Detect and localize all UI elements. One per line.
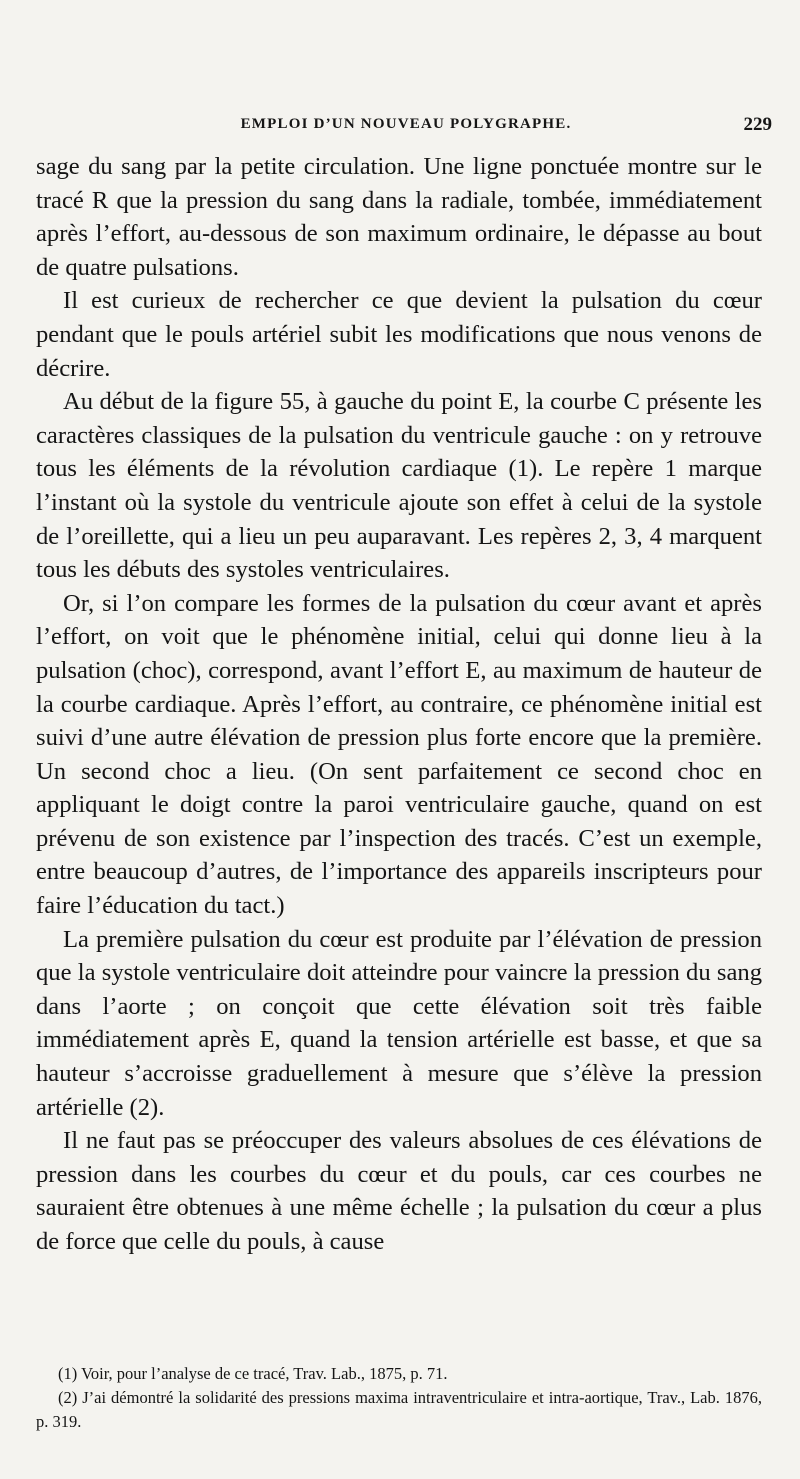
body-text: [36, 150, 762, 1259]
footnotes: [36, 1362, 762, 1434]
paragraph: Or, si l’on compare les formes de la pulsation du cœur avant et après l’effort, on voit que le phénomène initial, celui qui donne lieu à la pulsation (choc), correspond, avant l’effort E, au maximum de hauteur de la courbe cardiaque. Après l’effort, au contraire, ce phénomène initial est suivi d’une autre élévation de pression plus forte encore que la première. Un second choc a lieu. (On sent parfaitement ce second choc en appliquant le doigt contre la paroi ventriculaire gauche, quand on est prévenu de son existence par l’inspection des tracés. C’est un exemple, entre beaucoup d’autres, de l’importance des appareils inscripteurs pour faire l’éducation du tact.): [36, 589, 762, 920]
footnote: (1) Voir, pour l’analyse de ce tracé, Trav. Lab., 1875, p. 71.: [58, 1364, 448, 1383]
page-number: 229: [743, 114, 772, 135]
paragraph: La première pulsation du cœur est produite par l’élévation de pression que la systole ventriculaire doit atteindre pour vaincre la pression du sang dans l’aorte ; on conçoit que cette élévation soit très faible immédiatement après E, quand la tension artérielle est basse, et que sa hauteur s’accroisse graduellement à mesure que s’élève la pression artérielle (2).: [36, 925, 762, 1121]
running-title: EMPLOI D’UN NOUVEAU POLYGRAPHE.: [240, 116, 572, 132]
footnote: (2) J’ai démontré la solidarité des pressions maxima intraventriculaire et intra-aortique, Trav., Lab. 1876, p. 319.: [36, 1388, 762, 1431]
paragraph: Au début de la figure 55, à gauche du point E, la courbe C présente les caractères classiques de la pulsation du ventricule gauche : on y retrouve tous les éléments de la révolution cardiaque (1). Le repère 1 marque l’instant où la systole du ventricule ajoute son effet à celui de la systole de l’oreillette, qui a lieu un peu auparavant. Les repères 2, 3, 4 marquent tous les débuts des systoles ventriculaires.: [36, 388, 762, 584]
paragraph: Il est curieux de rechercher ce que devient la pulsation du cœur pendant que le pouls artériel subit les modifications que nous venons de décrire.: [36, 287, 762, 382]
paragraph-continuation: sage du sang par la petite circulation. Une ligne ponctuée montre sur le tracé R que la pression du sang dans la radiale, tombée, immédiatement après l’effort, au-dessous de son maximum ordinaire, le dépasse au bout de quatre pulsations.: [36, 153, 762, 281]
paragraph: Il ne faut pas se préoccuper des valeurs absolues de ces élévations de pression dans les courbes du cœur et du pouls, car ces courbes ne sauraient être obtenues à une même échelle ; la pulsation du cœur a plus de force que celle du pouls, à cause: [36, 1127, 762, 1255]
page-header: [36, 112, 776, 142]
